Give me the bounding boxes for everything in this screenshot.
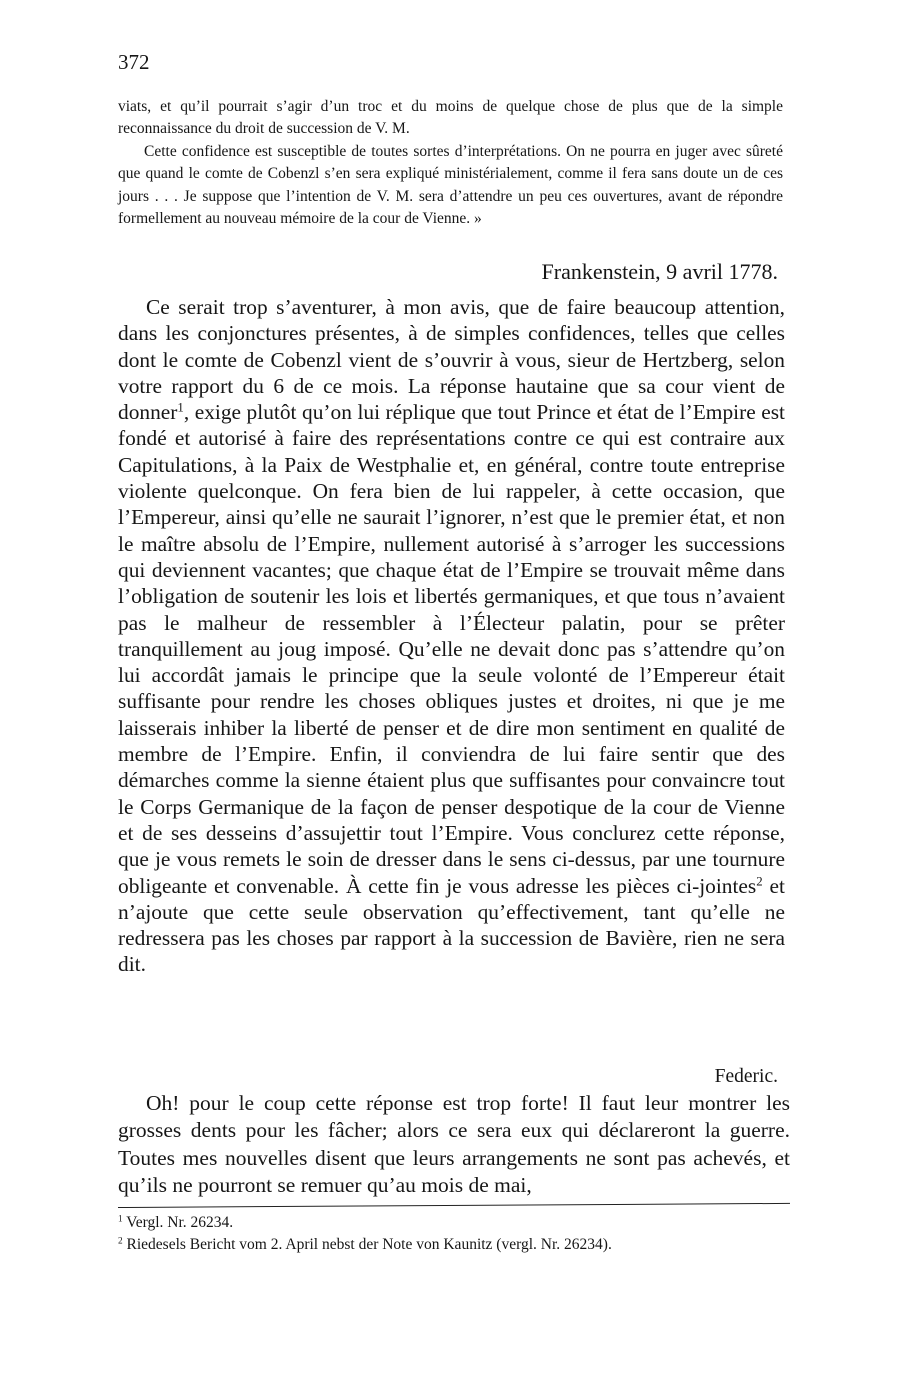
footnote-ref: 1: [177, 400, 184, 415]
dateline: Frankenstein, 9 avril 1778.: [541, 259, 778, 284]
footnote-marker: 2: [118, 1236, 123, 1247]
quoted-report: [118, 96, 783, 230]
footnotes: [118, 1212, 612, 1256]
letter-body: [118, 294, 785, 978]
quoted-report-paragraph: Cette confidence est susceptible de toutes sortes d’interprétations. On ne pourra en juger avec sûreté que quand le comte de Cobenzl s’en sera expliqué ministérialement, comme il fera sans doute un de ces jours . . . Je suppose que l’intention de V. M. sera d’attendre un peu ces ouvertures, avant de répondre formellement au nouveau mémoire de la cour de Vienne. »: [118, 142, 783, 228]
letter-text: et n’ajoute que cette seule observation qu’effectivement, tant qu’elle ne redressera pas les choses par rapport à la succession de Bavière, rien ne sera dit.: [118, 873, 785, 977]
letter-text: Ce serait trop s’aventurer, à mon avis, que de faire beaucoup attention, dans les conjonctures présentes, à de simples confidences, telles que celles dont le comte de Cobenzl vient de s’ouvrir à vous, sieur de Hertzberg, selon votre rapport du 6 de ce mois. La réponse hautaine que sa cour vient de donner: [118, 295, 785, 425]
quoted-report-paragraph: viats, et qu’il pourrait s’agir d’un troc et du moins de quelque chose de plus que de la simple reconnaissance du droit de succession de V. M.: [118, 98, 783, 138]
footnote: [118, 1234, 612, 1256]
letter-text: , exige plutôt qu’on lui réplique que tout Prince et état de l’Empire est fondé et autorisé à faire des représentations contre ce qui est contraire aux Capitulations, à la Paix de Westphalie et, en général, contre toute entreprise violente quelconque. On fera bien de lui rappeler, à cette occasion, que l’Empereur, ainsi qu’elle ne saurait l’ignorer, n’est que le premier état, et non le maître absolu de l’Empire, nullement autorisé à s’arroger les successions qui deviennent vacantes; que chaque état de l’Empire se trouvait même dans l’obligation de soutenir les lois et libertés germaniques, et que tous n’avaient pas le malheur de ressembler à l’Électeur palatin, pour se prêter tranquillement au joug imposé. Qu’elle ne devait donc pas s’attendre qu’on lui accordât jamais le principe que la seule volonté de l’Empereur était suffisante pour rendre les choses obliques justes et droites, ni que je me laisserais inhiber la liberté de penser et de dire mon sentiment en qualité de membre de l’Empire. Enfin, il conviendra de lui faire sentir que des démarches comme la sienne étaient plus que suffisantes pour convaincre tout le Corps Germanique de la façon de penser despotique de la cour de Vienne et de ses desseins d’assujettir tout l’Empire. Vous conclurez cette réponse, que je vous remets le soin de dresser dans le sens ci-dessus, par une tournure obligeante et convenable. À cette fin je vous adresse les pièces ci-jointes: [118, 400, 785, 898]
footnote: [118, 1212, 612, 1234]
footnote-text: Vergl. Nr. 26234.: [126, 1214, 234, 1231]
footnote-divider: [118, 1203, 790, 1208]
marginal-comment: Oh! pour le coup cette réponse est trop forte! Il faut leur montrer les grosses dents pour les fâcher; alors ce sera eux qui déclareront la guerre. Toutes mes nouvelles disent que leurs arrangements ne sont pas achevés, et qu’ils ne pourront se remuer qu’au mois de mai,: [118, 1091, 790, 1198]
footnote-ref: 2: [756, 873, 763, 888]
footnote-marker: 1: [118, 1214, 123, 1225]
signature: Federic.: [714, 1066, 778, 1087]
footnote-text: Riedesels Bericht vom 2. April nebst der Note von Kaunitz (vergl. Nr. 26234).: [126, 1236, 612, 1253]
page-number: 372: [118, 50, 150, 74]
